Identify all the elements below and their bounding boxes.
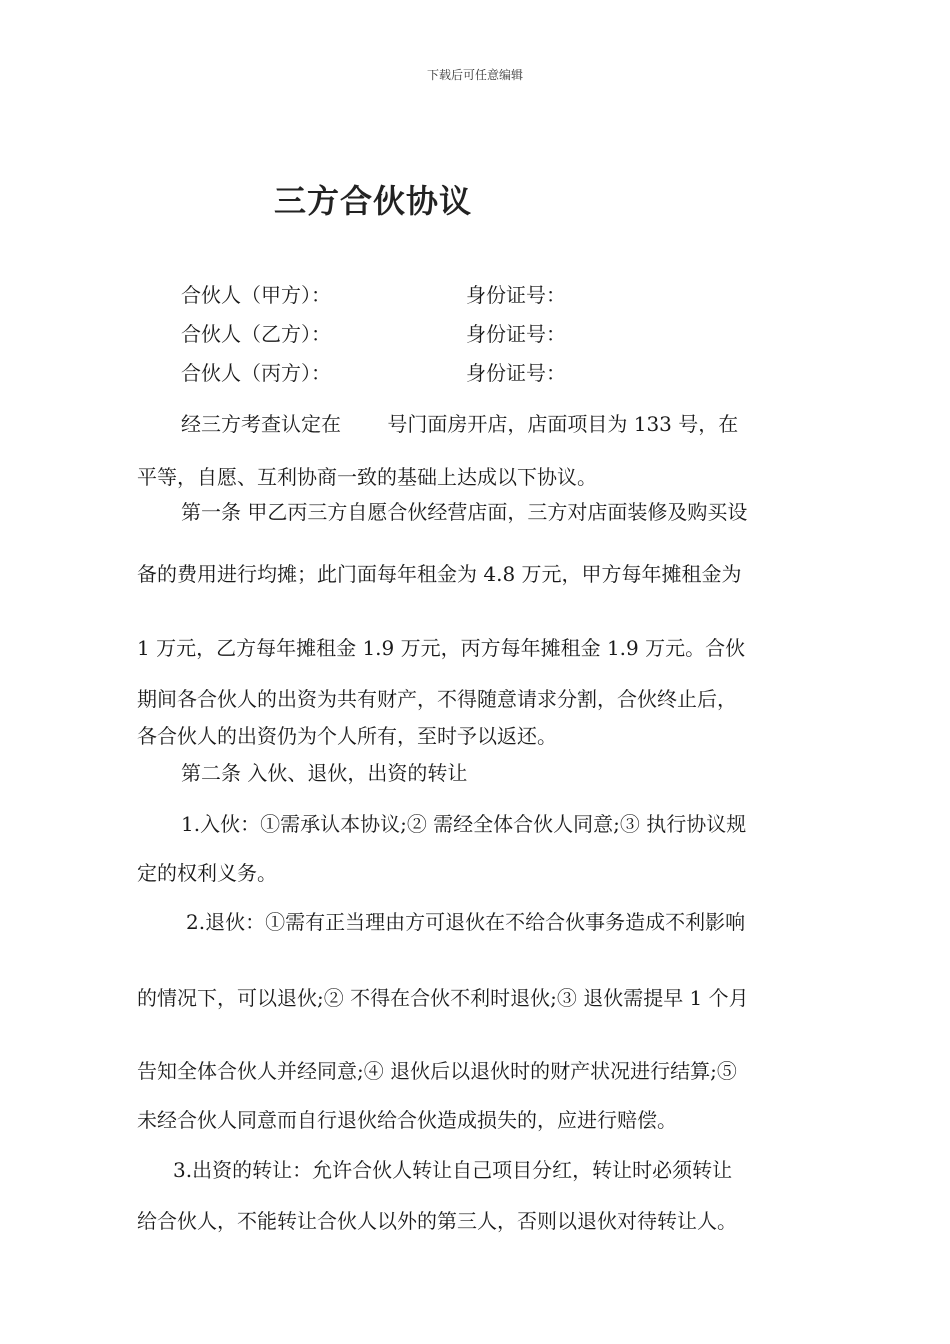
- paragraph-line: 2.退伙：①需有正当理由方可退伙在不给合伙事务造成不利影响: [186, 910, 746, 934]
- partner-a-id-label: 身份证号：: [466, 283, 566, 307]
- paragraph-line: 给合伙人，不能转让合伙人以外的第三人，否则以退伙对待转让人。: [137, 1209, 737, 1233]
- paragraph-line: 各合伙人的出资仍为个人所有，至时予以返还。: [137, 724, 557, 748]
- paragraph-line: 的情况下，可以退伙;② 不得在合伙不利时退伙;③ 退伙需提早 1 个月: [137, 986, 749, 1010]
- paragraph-line: 告知全体合伙人并经同意;④ 退伙后以退伙时的财产状况进行结算;⑤: [137, 1059, 737, 1083]
- partner-c-label: 合伙人（丙方）：: [181, 361, 331, 385]
- article-2-heading: 第二条 入伙、退伙，出资的转让: [181, 761, 468, 785]
- paragraph-line: 未经合伙人同意而自行退伙给合伙造成损失的，应进行赔偿。: [137, 1108, 677, 1132]
- paragraph-line: 1.入伙：①需承认本协议;② 需经全体合伙人同意;③ 执行协议规: [181, 812, 747, 836]
- document-title: 三方合伙协议: [274, 182, 473, 220]
- paragraph-line: 定的权利义务。: [137, 861, 277, 885]
- paragraph-line: 期间各合伙人的出资为共有财产，不得随意请求分割，合伙终止后，: [137, 687, 737, 711]
- paragraph-line: 3.出资的转让：允许合伙人转让自己项目分红，转让时必须转让: [173, 1158, 733, 1182]
- paragraph-line: 经三方考查认定在 号门面房开店，店面项目为 133 号，在: [181, 412, 739, 436]
- partner-c-id-label: 身份证号：: [466, 361, 566, 385]
- paragraph-line: 1 万元，乙方每年摊租金 1.9 万元，丙方每年摊租金 1.9 万元。合伙: [137, 636, 746, 660]
- paragraph-line: 平等，自愿、互利协商一致的基础上达成以下协议。: [137, 465, 597, 489]
- article-1-heading-line: 第一条 甲乙丙三方自愿合伙经营店面，三方对店面装修及购买设: [181, 500, 748, 524]
- paragraph-line: 备的费用进行均摊；此门面每年租金为 4.8 万元，甲方每年摊租金为: [137, 562, 742, 586]
- header-note: 下载后可任意编辑: [426, 68, 523, 82]
- partner-a-label: 合伙人（甲方）：: [181, 283, 331, 307]
- partner-b-label: 合伙人（乙方）：: [181, 322, 331, 346]
- partner-b-id-label: 身份证号：: [466, 322, 566, 346]
